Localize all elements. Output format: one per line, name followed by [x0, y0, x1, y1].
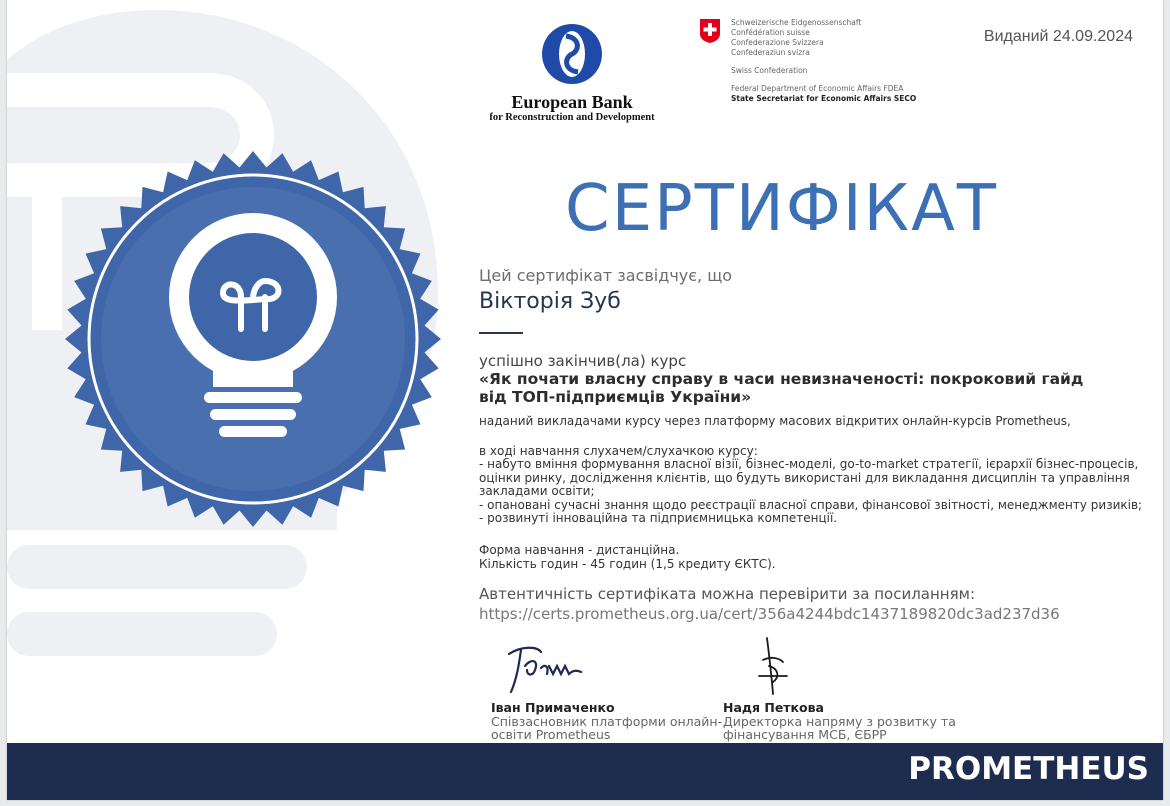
ebrd-logo — [472, 22, 672, 124]
certifies-text: Цей сертифікат засвідчує, що — [479, 266, 733, 285]
ebrd-subtitle: for Reconstruction and Development — [489, 112, 655, 123]
certificate-title: СЕРТИФІКАТ — [565, 172, 998, 246]
swiss-department: Federal Department of Economic Affairs FDEA — [731, 84, 904, 93]
verify-link[interactable]: https://certs.prometheus.org.ua/cert/356a4244bdc1437189820dc3ad237d36 — [479, 604, 1060, 623]
issued-date: Виданий 24.09.2024 — [983, 28, 1133, 45]
study-form — [479, 543, 1149, 571]
signature-block-1 — [491, 640, 751, 741]
outcome-item: - опановані сучасні знання щодо реєстрації власної справи, фінансової звітності, менеджменту ризиків; — [479, 497, 1143, 512]
footer-bar — [7, 743, 1163, 800]
hours-text: Кількість годин - 45 годин (1,5 кредиту ЄКТС). — [479, 556, 776, 571]
ebrd-name: European Bank — [511, 92, 633, 112]
certificate-body — [479, 266, 1149, 623]
lightbulb-seal-icon — [63, 149, 443, 529]
signer-1-name: Іван Примаченко — [491, 700, 615, 715]
outcome-item: - розвинуті інноваційна та підприємницька компетенції. — [479, 511, 838, 525]
study-form-text: Форма навчання - дистанційна. — [479, 542, 680, 557]
swiss-flag-icon — [699, 18, 721, 44]
signer-2-name: Надя Петкова — [723, 700, 824, 715]
prometheus-logo: PROMETHEUS — [908, 751, 1149, 787]
course-title: «Як почати власну справу в часи невизначеності: покроковий гайд від ТОП-підприємців України» — [479, 370, 1084, 406]
name-underline — [479, 332, 523, 334]
swiss-line-3: Confederazione Svizzera — [731, 38, 824, 47]
outcomes-list — [479, 458, 1144, 526]
completed-text: успішно закінчив(ла) курс — [479, 352, 687, 370]
signature-block-2 — [723, 636, 983, 741]
ebrd-emblem-icon — [540, 22, 604, 86]
student-name: Вікторія Зуб — [479, 289, 621, 314]
signer-1-role: Співзасновник платформи онлайн-освіти Prometheus — [491, 714, 723, 742]
provided-by-text: наданий викладачами курсу через платформу масових відкритих онлайн-курсів Prometheus, — [479, 414, 1071, 428]
swiss-secretariat: State Secretariat for Economic Affairs SECO — [731, 94, 917, 103]
certificate-sheet — [7, 0, 1163, 800]
swiss-line-4: Confederaziun svizra — [731, 48, 810, 57]
training-intro: в ході навчання слухачем/слухачкою курсу: — [479, 444, 758, 458]
swiss-line-2: Confédération suisse — [731, 28, 810, 37]
signature-1-image — [491, 640, 591, 696]
verify-text: Автентичність сертифіката можна перевірити за посиланням: — [479, 584, 976, 603]
outcome-item: - набуто вміння формування власної візії, бізнес-моделі, go-to-market стратегії, ієрархії бізнес-процесів, оцінки ринку, дослідження клієнтів, що будуть використані для викладання дисциплін та управління закладами освіти; — [479, 457, 1139, 498]
signer-2-role: Директорка напряму з розвитку та фінансування МСБ, ЄБРР — [723, 714, 956, 742]
swiss-line-1: Schweizerische Eidgenossenschaft — [731, 18, 862, 27]
swiss-confederation: Swiss Confederation — [731, 66, 808, 75]
signature-2-image — [723, 636, 823, 696]
